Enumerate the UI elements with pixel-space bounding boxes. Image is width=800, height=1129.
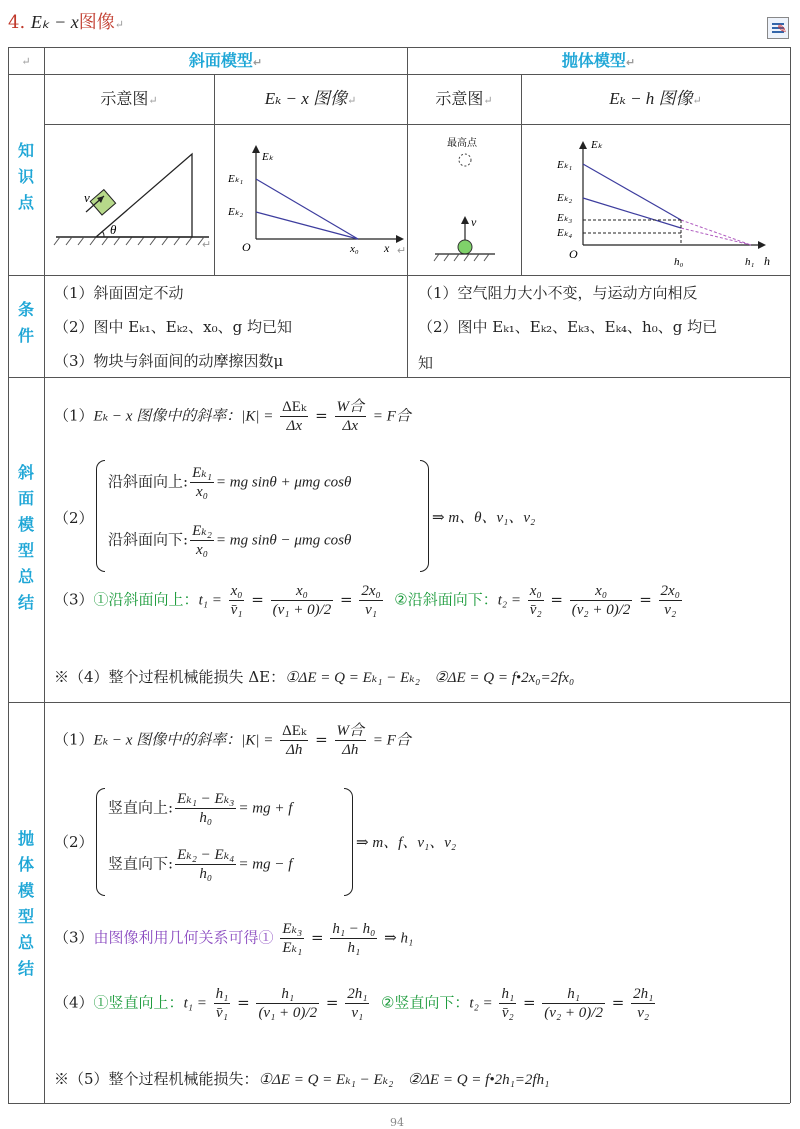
ek1-tick: Eₖ₁ [228,173,244,185]
projectile-up-equation: 竖直向上: $\frac{\text{Eₖ₁ − Eₖ₃}}{\text{h₀}}$ = mg + f [108,791,293,826]
page-number: 94 [390,1116,404,1129]
projectile-diagram [407,124,521,275]
top-point-label: 最高点 [447,138,477,149]
header-projectile-model: 抛体模型↵ [561,51,636,70]
h1-tick: h₁ [745,256,755,268]
projectile-energy-loss: ※（5）整个过程机械能损失：①ΔE = Q = Eₖ₁ − Eₖ₂ ②ΔE = Q = f•2h₁=2fh₁ [54,1070,550,1088]
incline-diagram [44,124,214,275]
axis-ek-label-2: Eₖ [591,139,603,151]
condition-item: （1）斜面固定不动 [54,284,184,302]
axis-x-label: x [384,241,390,255]
subheader-graph-2: Eₖ − h 图像↵ [609,89,702,108]
section-title: 4. Eₖ − x图像↵ [8,12,124,33]
axis-h-label: h [764,254,770,268]
condition-item: （1）空气阻力大小不变，与运动方向相反 [418,284,698,302]
origin-label: O [242,240,251,254]
svg-text:↵: ↵ [397,245,407,257]
ek4-tick: Eₖ₄ [557,227,573,239]
origin-label-2: O [569,247,578,261]
side-label-projectile-summary: 抛 体 模 型 总 结 [17,829,34,978]
incline-force-result: ⇒ m、θ、v₁、v₂ [432,510,536,526]
angle-label: θ [110,222,117,237]
side-label-conditions: 条 件 [17,300,34,345]
ek3-tick: Eₖ₃ [557,212,573,224]
incline-down-equation: 沿斜面向下: $\frac{\text{Eₖ₂}}{\text{x₀}}$ = mg sinθ − μmg cosθ [108,523,352,558]
condition-item: 知 [418,354,434,372]
projectile-geometry-formula: （3）由图像利用几何关系可得① $\frac{\text{Eₖ₃}}{\text{Eₖ₁}}$ = $\frac{\text{h₁ − h₀}}{\text{h₁}}$ ⇒ h₁ [54,921,414,956]
condition-item: （3）物块与斜面间的动摩擦因数μ [54,352,284,370]
header-incline-model: 斜面模型↵ [188,51,263,70]
ek-h-graph [521,124,790,275]
incline-time-formula: （3）①沿斜面向上：t₁ = $\frac{\text{x₀}}{\text{v̄₁}}$ = $\frac{\text{x₀}}{\text{(v₁ + 0)/2}}$ = $\frac{\text{2x₀}}{\text{v₁}}$ ②沿斜面向下：t₂ = $\frac{\text{x₀}}{\text{v̄₂}}$ = $\frac{\text{x₀}}{\text{(v₂ + 0)/2}}$ = $\frac{\text{2x₀}}{\text{v₂}}$ [54,583,680,618]
side-label-incline-summary: 斜 面 模 型 总 结 [17,463,34,612]
incline-force-pre: （2） [54,509,94,527]
incline-energy-loss: ※（4）整个过程机械能损失 ΔE：①ΔE = Q = Eₖ₁ − Eₖ₂ ②ΔE = Q = f•2x₀=2fx₀ [54,668,575,686]
velocity-label: v [84,190,90,205]
incline-up-equation: 沿斜面向上: $\frac{\text{Eₖ₁}}{\text{x₀}}$ = mg sinθ + μmg cosθ [108,465,352,500]
projectile-down-equation: 竖直向下: $\frac{\text{Eₖ₂ − Eₖ₄}}{\text{h₀}}$ = mg − f [108,847,293,882]
incline-slope-formula: （1）Eₖ − x 图像中的斜率：|K| = $\frac{\text{ΔEₖ}}{\Delta x}$ = $\frac{\text{W合}}{\Delta x}$ = F合 [54,399,411,434]
condition-item: （2）图中 Eₖ₁、Eₖ₂、Eₖ₃、Eₖ₄、h₀、g 均已 [418,318,718,336]
ek2-tick: Eₖ₂ [228,206,244,218]
projectile-slope-formula: （1）Eₖ − x 图像中的斜率：|K| = $\frac{\text{ΔEₖ}}{\Delta h}$ = $\frac{\text{W合}}{\Delta h}$ = F合 [54,723,411,758]
h0-tick: h₀ [674,256,684,268]
ek-x-graph [214,124,407,275]
x0-tick: x₀ [350,243,359,255]
svg-text:↵: ↵ [202,239,212,251]
ek1-tick-2: Eₖ₁ [557,159,573,171]
ek2-tick-2: Eₖ₂ [557,192,573,204]
corner-cell: ↵ [21,55,31,68]
section-title-text: 图像 [78,12,115,33]
side-label-knowledge: 知 识 点 [17,141,34,212]
velocity-up-label: v [471,215,477,229]
axis-ek-label: Eₖ [262,151,274,163]
subheader-diagram-2: 示意图↵ [435,89,493,108]
projectile-force-pre: （2） [54,833,94,851]
section-formula: Eₖ − x [30,12,79,32]
subheader-diagram-1: 示意图↵ [100,89,158,108]
subheader-graph-1: Eₖ − x 图像↵ [264,89,357,108]
projectile-time-formula: （4）①竖直向上：t₁ = $\frac{\text{h₁}}{\text{v̄₁}}$ = $\frac{\text{h₁}}{\text{(v₁ + 0)/2}}$ = $\frac{\text{2h₁}}{\text{v₁}}$ ②竖直向下：t₂ = $\frac{\text{h₁}}{\text{v̄₂}}$ = $\frac{\text{h₁}}{\text{(v₂ + 0)/2}}$ = $\frac{\text{2h₁}}{\text{v₂}}$ [54,986,654,1021]
projectile-force-result: ⇒ m、f、v₁、v₂ [356,835,457,851]
section-number: 4. [8,12,26,33]
condition-item: （2）图中 Eₖ₁、Eₖ₂、x₀、g 均已知 [54,318,293,336]
edit-table-icon[interactable] [767,17,789,39]
